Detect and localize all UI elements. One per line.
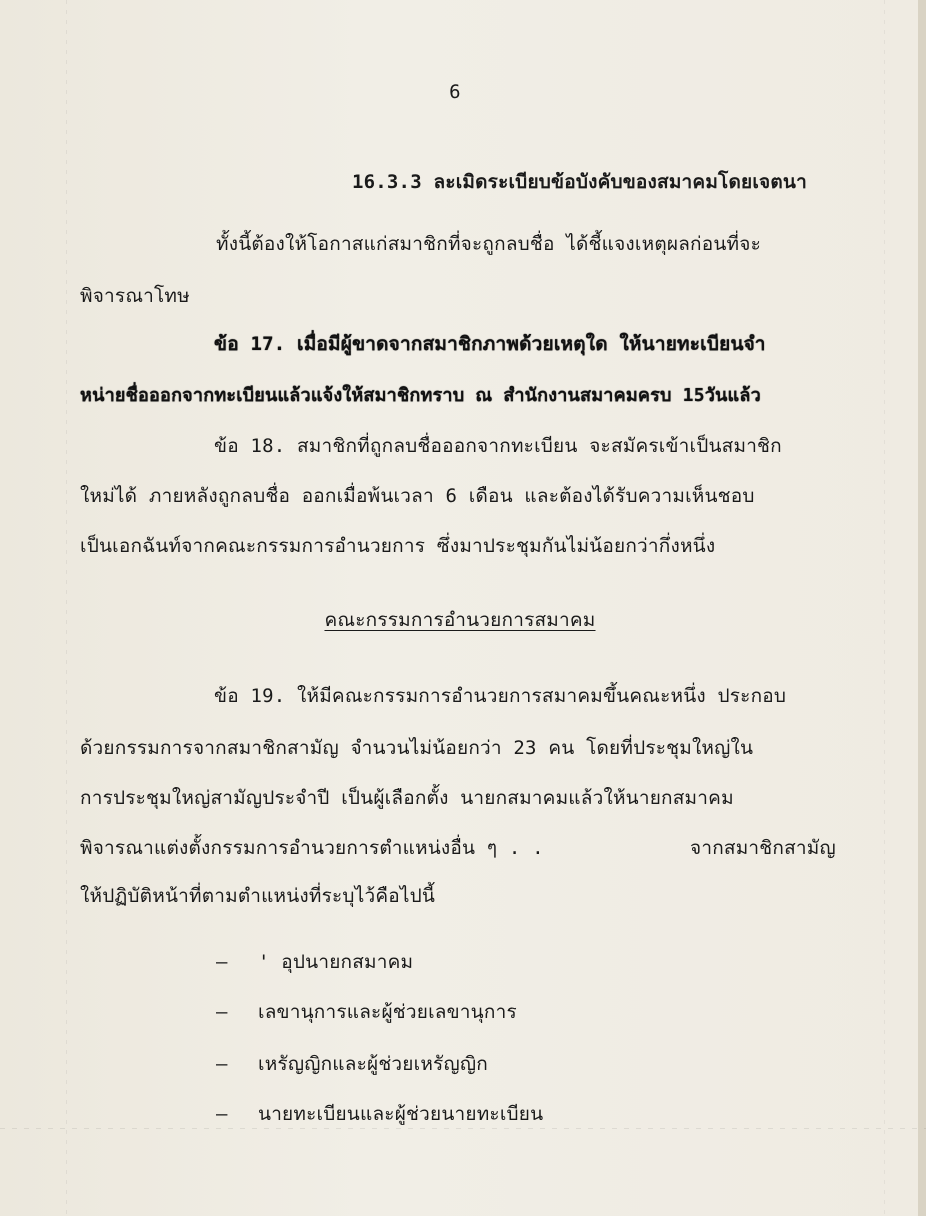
left-margin-line: [66, 0, 67, 1216]
section-title: คณะกรรมการอำนวยการสมาคม: [324, 609, 596, 631]
page-number: 6: [449, 81, 461, 103]
clause19-line1: ข้อ 19. ให้มีคณะกรรมการอำนวยการสมาคมขึ้นคณะหนึ่ง ประกอบ: [214, 685, 787, 707]
clause19-line4-right: จากสมาชิกสามัญ: [690, 837, 836, 859]
list-dash: –: [216, 1053, 228, 1075]
clause19-line5: ให้ปฏิบัติหน้าที่ตามตำแหน่งที่ระบุไว้คือไปนี้: [80, 885, 436, 907]
bottom-fold-line: [0, 1128, 926, 1129]
position-item: เลขานุการและผู้ช่วยเลขานุการ: [258, 1001, 517, 1023]
list-dash: –: [216, 1103, 228, 1125]
para1-line1: ทั้งนี้ต้องให้โอกาสแก่สมาชิกที่จะถูกลบชื่อ ได้ชี้แจงเหตุผลก่อนที่จะ: [216, 233, 762, 255]
page-edge: [918, 0, 926, 1216]
heading-16-3-3: 16.3.3 ละเมิดระเบียบข้อบังคับของสมาคมโดยเจตนา: [352, 171, 807, 193]
clause19-line3: การประชุมใหญ่สามัญประจำปี เป็นผู้เลือกตั้ง นายกสมาคมแล้วให้นายกสมาคม: [80, 787, 734, 809]
position-item: นายทะเบียนและผู้ช่วยนายทะเบียน: [258, 1103, 544, 1125]
clause18-line3: เป็นเอกฉันท์จากคณะกรรมการอำนวยการ ซึ่งมาประชุมกันไม่น้อยกว่ากึ่งหนึ่ง: [80, 535, 716, 557]
list-dash: –: [216, 951, 228, 973]
clause19-line2: ด้วยกรรมการจากสมาชิกสามัญ จำนวนไม่น้อยกว่า 23 คน โดยที่ประชุมใหญ่ใน: [80, 737, 754, 759]
position-item: ' อุปนายกสมาคม: [258, 951, 414, 973]
para1-line2: พิจารณาโทษ: [80, 285, 190, 307]
list-dash: –: [216, 1001, 228, 1023]
position-item: เหรัญญิกและผู้ช่วยเหรัญญิก: [258, 1053, 488, 1075]
clause17-line2: หน่ายชื่อออกจากทะเบียนแล้วแจ้งให้สมาชิกทราบ ณ สำนักงานสมาคมครบ 15วันแล้ว: [80, 385, 761, 406]
clause18-line2: ใหม่ได้ ภายหลังถูกลบชื่อ ออกเมื่อพ้นเวลา 6 เดือน และต้องได้รับความเห็นชอบ: [80, 485, 755, 507]
clause17-line1: ข้อ 17. เมื่อมีผู้ขาดจากสมาชิกภาพด้วยเหตุใด ให้นายทะเบียนจำ: [214, 333, 766, 355]
clause18-line1: ข้อ 18. สมาชิกที่ถูกลบชื่อออกจากทะเบียน จะสมัครเข้าเป็นสมาชิก: [214, 435, 782, 457]
right-margin-line: [884, 0, 885, 1216]
clause19-line4-left: พิจารณาแต่งตั้งกรรมการอำนวยการตำแหน่งอื่น ๆ . .: [80, 837, 544, 859]
